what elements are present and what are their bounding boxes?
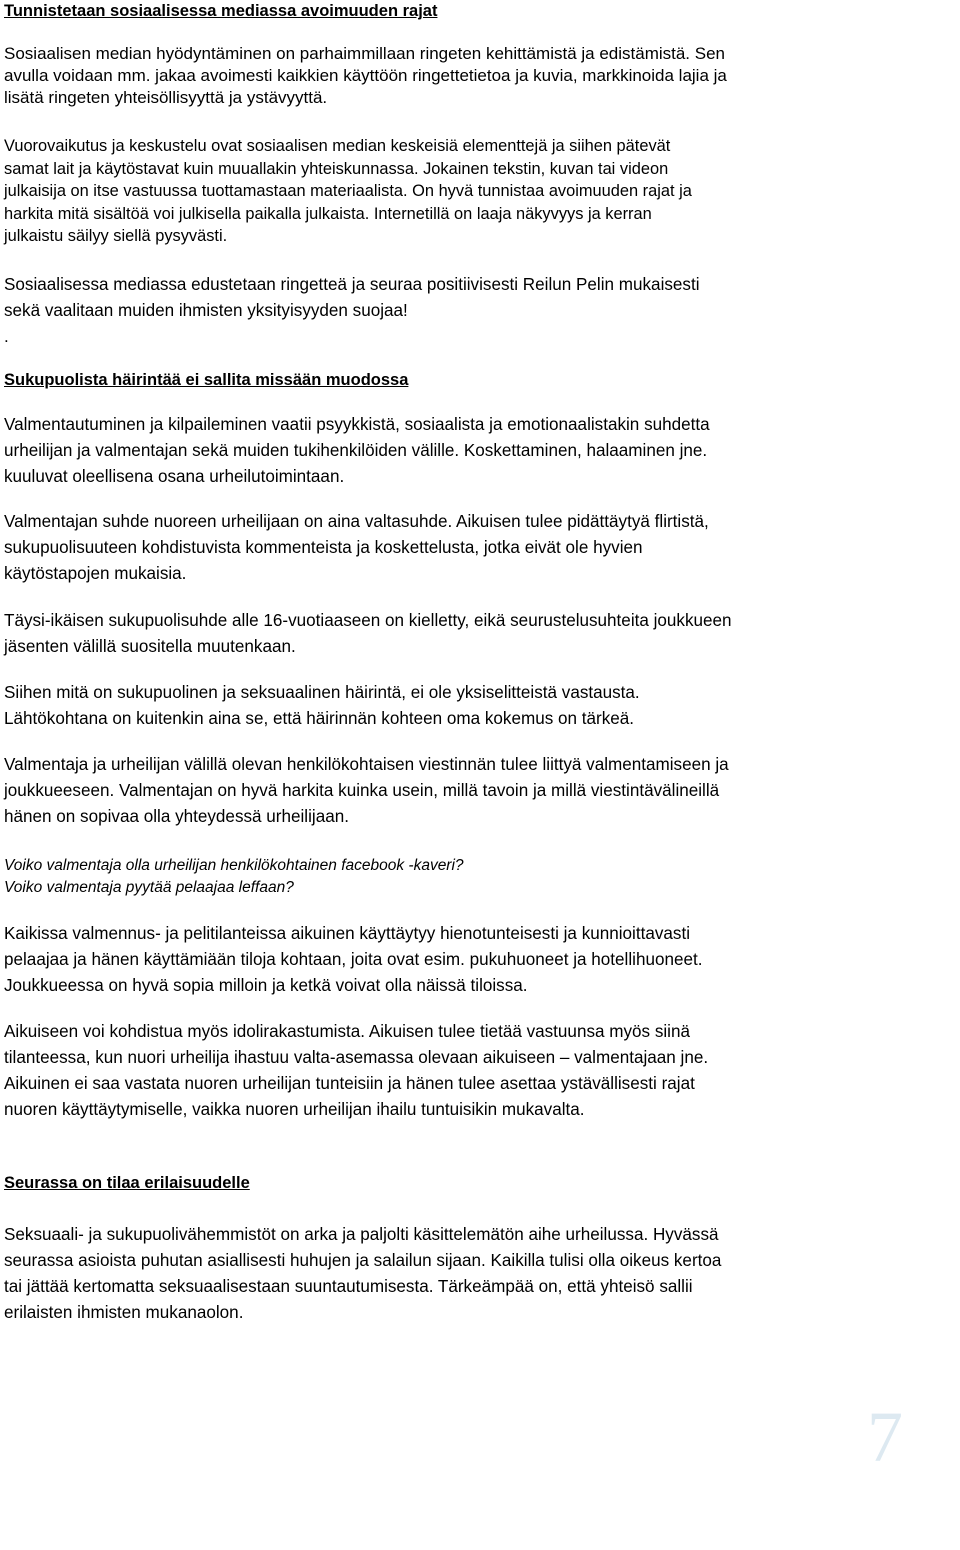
text-line: Valmentautuminen ja kilpaileminen vaatii psyykkistä, sosiaalista ja emotionaalistakin suhdetta [4,415,710,434]
paragraph [4,135,934,248]
text-line: Sosiaalisessa mediassa edustetaan ringetteä ja seuraa positiivisesti Reilun Pelin mukaisesti [4,275,700,294]
section-heading-diversity: Seurassa on tilaa erilaisuudelle [4,1174,250,1192]
paragraph [4,680,934,732]
text-line: julkaistu säilyy siellä pysyvästi. [4,227,228,245]
text-line: Sosiaalisen median hyödyntäminen on parhaimmillaan ringeten kehittämistä ja edistämistä. Sen [4,44,726,63]
text-line: Joukkueessa on hyvä sopia milloin ja ketkä voivat olla näissä tiloissa. [4,976,528,995]
text-line: nuoren käyttäytymiselle, vaikka nuoren urheilijan ihailu tuntuisikin mukavalta. [4,1100,585,1119]
paragraph [4,272,934,324]
text-line: avulla voidaan mm. jakaa avoimesti kaikkien käyttöön ringettetietoa ja kuvia, markkinoida lajia ja [4,66,727,85]
text-line: Lähtökohtana on kuitenkin aina se, että häirinnän kohteen oma kokemus on tärkeä. [4,709,635,728]
text-line: sekä vaalitaan muiden ihmisten yksityisyyden suojaa! [4,301,408,320]
text-line: Valmentajan suhde nuoreen urheilijaan on aina valtasuhde. Aikuisen tulee pidättäytyä flirtistä, [4,512,709,531]
text-line: joukkueeseen. Valmentajan on hyvä harkita kuinka usein, millä tavoin ja millä viestintävälineillä [4,781,720,800]
text-line: erilaisten ihmisten mukanaolon. [4,1303,244,1322]
text-line: sukupuolisuuteen kohdistuvista kommenteista ja koskettelusta, jotka eivät ole hyvien [4,538,643,557]
paragraph [4,412,934,490]
text-line: harkita mitä sisältöä voi julkisella paikalla julkaista. Internetillä on laaja näkyvyys ja kerran [4,204,652,223]
paragraph [4,43,934,109]
text-line: seurassa asioista puhutan asiallisesti huhujen ja salailun sijaan. Kaikilla tulisi olla oikeus kertoa [4,1251,722,1270]
question-line: Voiko valmentaja pyytää pelaajaa leffaan? [4,879,294,896]
text-line: käytöstapojen mukaisia. [4,564,187,583]
text-line: Kaikissa valmennus- ja pelitilanteissa aikuinen käyttäytyy hienotunteisesti ja kunnioittavasti [4,924,691,943]
paragraph [4,921,934,999]
text-line: lisätä ringeten yhteisöllisyyttä ja ystävyyttä. [4,88,328,107]
text-line: samat lait ja käytöstavat kuin muuallakin yhteiskunnassa. Jokainen tekstin, kuvan tai videon [4,159,669,178]
text-line: kuuluvat oleellisena osana urheilutoimintaan. [4,467,345,486]
section-heading-social-media: Tunnistetaan sosiaalisessa mediassa avoimuuden rajat [4,2,438,20]
section-heading-harassment: Sukupuolista häirintää ei sallita missään muodossa [4,371,409,389]
page-number: 7 [867,1397,903,1477]
text-line: hänen on sopivaa olla yhteydessä urheilijaan. [4,807,349,826]
text-line: Täysi-ikäisen sukupuolisuhde alle 16-vuotiaaseen on kielletty, eikä seurustelusuhteita joukkueen [4,611,732,630]
stray-period: . [4,327,9,346]
text-line: Vuorovaikutus ja keskustelu ovat sosiaalisen median keskeisiä elementtejä ja siihen pätevät [4,137,671,155]
text-line: Seksuaali- ja sukupuolivähemmistöt on arka ja paljolti käsittelemätön aihe urheilussa. Hyvässä [4,1225,719,1244]
paragraph [4,509,934,587]
text-line: Aikuinen ei saa vastata nuoren urheilijan tunteisiin ja hänen tulee asettaa ystävällisesti rajat [4,1074,695,1093]
paragraph [4,1222,934,1326]
text-line: Aikuiseen voi kohdistua myös idolirakastumista. Aikuisen tulee tietää vastuunsa myös siinä [4,1022,690,1041]
text-line: pelaajaa ja hänen käyttämiään tiloja kohtaan, joita ovat esim. pukuhuoneet ja hotellihuoneet. [4,950,703,969]
text-line: julkaisija on itse vastuussa tuottamastaan materiaalista. On hyvä tunnistaa avoimuuden rajat ja [4,182,692,200]
paragraph [4,608,934,660]
text-line: tilanteessa, kun nuori urheilija ihastuu valta-asemassa olevaan aikuiseen – valmentajaan jne. [4,1048,709,1067]
text-line: Valmentaja ja urheilijan välillä olevan henkilökohtaisen viestinnän tulee liittyä valmentamiseen ja [4,755,729,774]
paragraph [4,752,934,830]
text-line: urheilijan ja valmentajan sekä muiden tukihenkilöiden välille. Koskettaminen, halaaminen jne. [4,441,708,460]
text-line: jäsenten välillä suositella muutenkaan. [4,637,296,656]
text-line: tai jättää kertomatta seksuaalisestaan suuntautumisesta. Tärkeämpää on, että yhteisö sallii [4,1277,693,1296]
paragraph [4,1019,934,1123]
question-line: Voiko valmentaja olla urheilijan henkilökohtainen facebook -kaveri? [4,857,464,874]
text-line: Siihen mitä on sukupuolinen ja seksuaalinen häirintä, ei ole yksiselitteistä vastausta. [4,683,640,702]
question-list [4,855,934,899]
